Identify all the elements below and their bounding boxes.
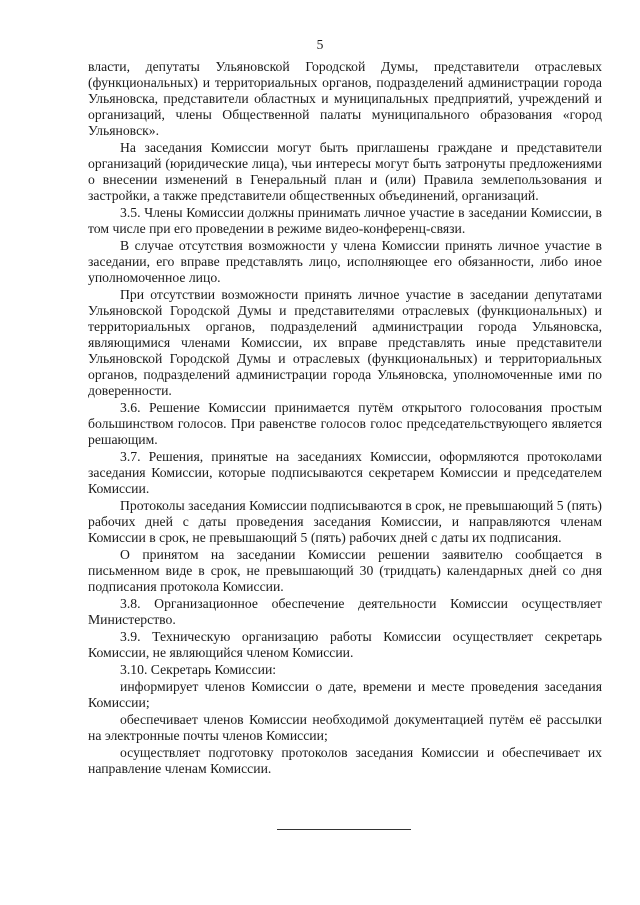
paragraph-secretary-provides: обеспечивает членов Комиссии необходимой документацией путём её рассылки на электронные почты членов Комиссии; [88,712,602,743]
paragraph-3-10: 3.10. Секретарь Комиссии: [120,662,277,677]
paragraph-absence-deputies: При отсутствии возможности принять личное участие в заседании депутатами Ульяновской Городской Думы и представителями отраслевых (функциональных) и территориальных органов, подразделений администрации города Ульяновска, являющимися членами Комиссии, их вправе представлять иные представители Ульяновской Городской Думы и отраслевых (функциональных) и территориальных органов, подразделений администрации города Ульяновска, уполномоченные ими по доверенности. [88,287,602,398]
paragraph-3-6: 3.6. Решение Комиссии принимается путём открытого голосования простым большинством голосов. При равенстве голосов голос председательствующего является решающим. [88,400,602,447]
paragraph-protocol-signing: Протоколы заседания Комиссии подписываются в срок, не превышающий 5 (пять) рабочих дней с даты проведения заседания Комиссии, и направляются членам Комиссии в срок, не превышающий 5 (пять) рабочих дней с даты их подписания. [88,498,602,545]
paragraph-absence-member: В случае отсутствия возможности у члена Комиссии принять личное участие в заседании, его вправе представлять лицо, исполняющее его обязанности, либо иное уполномоченное лицо. [88,238,602,285]
paragraph-3-5: 3.5. Члены Комиссии должны принимать личное участие в заседании Комиссии, в том числе при его проведении в режиме видео-конференц-связи. [88,205,602,236]
paragraph-3-8: 3.8. Организационное обеспечение деятельности Комиссии осуществляет Министерство. [88,596,602,627]
paragraph-secretary-protocols: осуществляет подготовку протоколов заседания Комиссии и обеспечивает их направление членам Комиссии. [88,745,602,776]
paragraph-continuation: власти, депутаты Ульяновской Городской Думы, представители отраслевых (функциональных) и территориальных органов, подразделений администрации города Ульяновска, представители областных и муниципальных предприятий, учреждений и организаций, члены Общественной палаты муниципального образования «город Ульяновск». [88,59,602,138]
paragraph-applicant-notice: О принятом на заседании Комиссии решении заявителю сообщается в письменном виде в срок, не превышающий 30 (тридцать) календарных дней со дня подписания протокола Комиссии. [88,547,602,594]
end-rule [277,829,411,830]
paragraph-3-7: 3.7. Решения, принятые на заседаниях Комиссии, оформляются протоколами заседания Комиссии, которые подписываются секретарем Комиссии и председателем Комиссии. [88,449,602,496]
paragraph-3-9: 3.9. Техническую организацию работы Комиссии осуществляет секретарь Комиссии, не являющийся членом Комиссии. [88,629,602,660]
page-number: 5 [316,37,324,52]
document-body [88,59,602,777]
paragraph-secretary-informs: информирует членов Комиссии о дате, времени и месте проведения заседания Комиссии; [88,679,602,710]
paragraph-invited-persons: На заседания Комиссии могут быть приглашены граждане и представители организаций (юридические лица), чьи интересы могут быть затронуты предложениями о внесении изменений в Генеральный план и (или) Правила землепользования и застройки, а также представители общественных объединений, организаций. [88,140,602,203]
